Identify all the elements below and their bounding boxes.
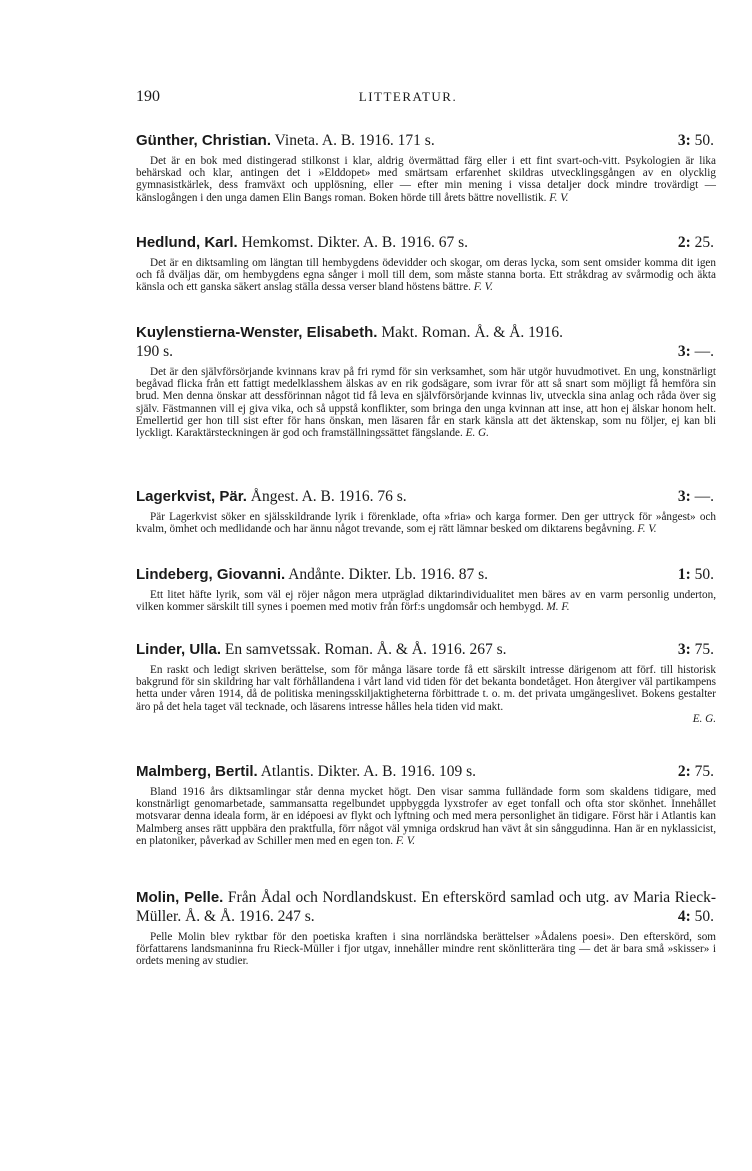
review-entry [136,565,716,613]
entry-author: Lagerkvist, Pär. [136,488,247,505]
entry-signature: E. G. [465,427,489,440]
entry-review: En raskt och ledigt skriven berättelse, som för många läsare torde få ett särskilt intresse därigenom att förf. till historisk bakgrund för sin skildring har valt förhållandena i vårt land vid tiden för det bekanta bondetåget. Hon återgiver väl partikampens hetta under våren 1914, då de politiska meningsskiljaktigheterna förbittrade t. o. m. det privata umgängeslivet. Bokens gestalter äro på det hela taget väl tecknade, och läsarens intresse hålles hela tiden vid makt. [136,664,716,713]
entry-heading [136,888,716,926]
review-entry [136,323,716,439]
entry-details: Makt. Roman. Å. & Å. 1916. [381,324,564,341]
entry-price: 3: 75. [677,641,714,658]
entry-review: Pär Lagerkvist söker en själsskildrande lyrik i förenklade, ofta »fria» och karga former. Den ger uttryck för »ångest» och kvalm, ömhet och medlidande och har ännu något trevande, som ej rätt lämnar besked om diktarens begåvning. F. V. [136,511,716,536]
entry-signature: F. V. [549,191,569,204]
entry-review: Det är den självförsörjande kvinnans krav på fri rymd för sin verksamhet, som här utgör huvudmotivet. En ung, konstnärligt begåvad flicka från ett fattigt medelklasshem älskas av en rik godsägare, som ivrar för att så snart som möjligt få hemföra sin brud. Men denna önskar att dessförinnan något tid få leva en självförsörjande kvinnas liv, utveckla sina anlag och råda över sig själv. Fästmannen vill ej giva vika, och så uppstå konflikter, som bringa den unga kvinnan att inse, att hon ej älskar honom helt. Emellertid ger hon till sist efter för hans önskan, men läsaren får en stark känsla att det äktenskap, som nu följer, ej kan bli lyckligt. Karaktärsteckningen är god och framställningssättet fängslande. E. G. [136,366,716,440]
entry-price: 3: 50. [677,132,714,149]
entry-price: 4: 50. [677,908,714,925]
entry-price: 1: 50. [677,566,714,583]
running-title: LITTERATUR. [358,89,458,104]
entry-signature: F. V. [395,834,416,847]
entry-author: Kuylenstierna-Wenster, Elisabeth. [136,324,378,341]
review-entry [136,762,716,847]
entry-details: Från Ådal och Nordlandskust. En efterskörd samlad och utg. av Maria Rieck-Müller. Å. & Å. 1916. 247 s. [136,889,717,925]
entry-heading [136,323,716,342]
entry-author: Günther, Christian. [136,132,272,149]
entry-details: Hemkomst. Dikter. A. B. 1916. 67 s. [241,234,469,251]
entry-price: 2: 75. [677,763,714,780]
entry-review: Det är en bok med distingerad stilkonst i klar, aldrig övermättad färg eller i ett fint svart-och-vitt. Psykologien är lika behärskad och klar, antingen det i »Elddopet» med smärtsam erfarenhet skildras utvecklingsgången av en olycklig gymnasistkärlek, dess framväxt och upplösning, eller — efter min mening i vissa detaljer dock mindre trovärdigt — känslogången i den unga damen Elin Bangs roman. Boken hörde till årets bättre novellistik. F. V. [136,155,716,204]
review-entry [136,888,716,968]
entry-author: Lindeberg, Giovanni. [136,566,286,583]
review-entry [136,233,716,294]
entry-review: Ett litet häfte lyrik, som väl ej röjer någon mera utpräglad diktarindividualitet men bäres av en varm personlig underton, vilken kommer särskilt till synes i poemen med motiv från förf:s ungdomsår och hembygd. M. F. [136,589,716,614]
entry-details: En samvetssak. Roman. Å. & Å. 1916. 267 s. [224,641,507,658]
entry-signature: F. V. [473,281,493,294]
entry-heading [136,640,716,659]
entry-heading [136,131,716,150]
entry-price: 2: 25. [677,234,714,251]
entry-signature: E. G. [692,712,716,725]
entry-author: Linder, Ulla. [136,641,222,658]
entry-heading [136,487,716,506]
entry-review: Pelle Molin blev ryktbar för den poetiska kraften i sina norrländska berättelser »Ådalens poesi». Den efterskörd, som författarens landsmaninna fru Rieck-Müller i fjor utgav, innehåller mindre rent skönlitterära ting — det är bara små »skisser» i ordets mening av studier. [136,931,716,968]
entry-review: Det är en diktsamling om längtan till hembygdens ödevidder och skogar, om deras lycka, som sent omsider komma dit igen och få dväljas där, om hembygdens egna sånger i moll till dem, som måste stanna borta. Ett stråkdrag av svårmodig och äkta känsla och ett ganska säkert anslag ställa dessa verser bland höstens bättre. F. V. [136,257,716,294]
entry-price: 3: —. [677,488,714,505]
entry-signature-line [136,713,716,725]
entry-signature: M. F. [546,601,570,614]
entry-author: Hedlund, Karl. [136,234,238,251]
review-entry [136,640,716,725]
entry-price: 3: —. [677,343,714,360]
entry-heading [136,233,716,252]
entry-heading [136,762,716,781]
entry-heading-line2: 190 s. 3: —. [136,343,714,360]
page-number: 190 [136,88,160,105]
entry-review: Bland 1916 års diktsamlingar står denna mycket högt. Den visar samma fulländade form som skaldens tidigare, med konstnärligt genomarbetade, sammansatta regelbundet uppbyggda lyxstrofer av eget tonfall och ofta stor skönhet. Innehållet motsvarar denna ideala form, är en idépoesi av flykt och lyftning och med mera personlighet än tidigare. Först här i Atlantis kan Malmberg anses rätt uppbära den praktfulla, förr något väl ymniga ordskrud han vävt åt sin sånggudinna. Han är en nyklassicist, en platoniker, påverkad av Schiller men med en egen ton. F. V. [136,786,716,847]
entry-details: Vineta. A. B. 1916. 171 s. [274,132,435,149]
entry-details: Andånte. Dikter. Lb. 1916. 87 s. [288,566,488,583]
entry-heading [136,565,716,584]
review-entry [136,487,716,535]
entry-author: Molin, Pelle. [136,889,224,906]
review-entry [136,131,716,204]
entry-details: Atlantis. Dikter. A. B. 1916. 109 s. [260,763,477,780]
entry-signature: F. V. [637,523,657,536]
entry-author: Malmberg, Bertil. [136,763,258,780]
entry-details: Ångest. A. B. 1916. 76 s. [250,488,407,505]
running-header [136,88,680,110]
